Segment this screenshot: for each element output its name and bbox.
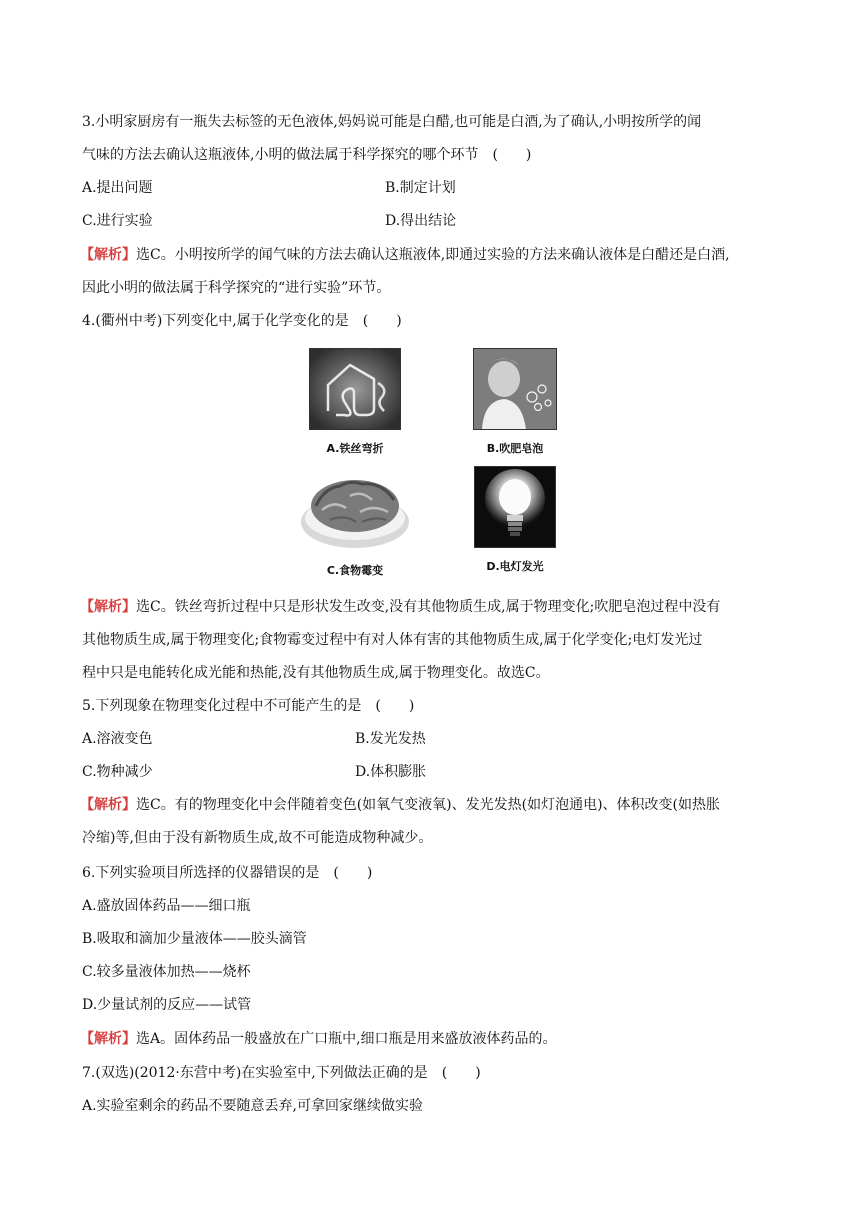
q6-option-b: B.吸取和滴加少量液体——胶头滴管: [82, 931, 307, 947]
light-bulb-image: [474, 466, 556, 548]
q7-option-a: A.实验室剩余的药品不要随意丢弃,可拿回家继续做实验: [82, 1098, 424, 1114]
q6-analysis-line1: [80, 1029, 780, 1049]
analysis-tag: 【解析】: [80, 797, 136, 813]
q4-caption-b: B.吹肥皂泡: [486, 442, 544, 455]
q4-figure-b: [460, 348, 570, 456]
q5-stem: 5.下列现象在物理变化过程中不可能产生的是 ( ): [82, 698, 415, 714]
q5-analysis-line2: 冷缩)等,但由于没有新物质生成,故不可能造成物种减少。: [82, 830, 433, 846]
q6-option-d: D.少量试剂的反应——试管: [82, 997, 252, 1013]
q3-analysis-line2: 因此小明的做法属于科学探究的“进行实验”环节。: [82, 280, 391, 296]
q5-option-b: B.发光发热: [355, 731, 426, 747]
q3-analysis-text: 选C。小明按所学的闻气味的方法去确认这瓶液体,即通过实验的方法来确认液体是白醋还是白酒,: [136, 247, 730, 263]
q6-analysis-text: 选A。固体药品一般盛放在广口瓶中,细口瓶是用来盛放液体药品的。: [136, 1031, 557, 1047]
q3-analysis-line1: [80, 245, 780, 265]
analysis-tag: 【解析】: [80, 1031, 136, 1047]
soap-bubble-image: [473, 348, 557, 430]
q4-analysis-text: 选C。铁丝弯折过程中只是形状发生改变,没有其他物质生成,属于物理变化;吹肥皂泡过程中没有: [136, 599, 721, 615]
q3-option-b: B.制定计划: [385, 180, 456, 196]
q5-option-a: A.溶液变色: [82, 731, 153, 747]
q6-option-a: A.盛放固体药品——细口瓶: [82, 898, 251, 914]
q3-option-d: D.得出结论: [385, 213, 457, 229]
q5-analysis-text: 选C。有的物理变化中会伴随着变色(如氧气变液氧)、发光发热(如灯泡通电)、体积改变(如热胀: [136, 797, 721, 813]
q6-option-c: C.较多量液体加热——烧杯: [82, 964, 251, 980]
moldy-food-image: [300, 470, 410, 552]
q5-option-c: C.物种减少: [82, 764, 153, 780]
q3-option-c: C.进行实验: [82, 213, 153, 229]
q4-figure-d: [460, 466, 570, 574]
bent-wire-image: [309, 348, 401, 430]
q5-analysis-line1: [80, 795, 780, 815]
q4-analysis-line1: [80, 597, 780, 617]
analysis-tag: 【解析】: [80, 247, 136, 263]
q4-analysis-line3: 程中只是电能转化成光能和热能,没有其他物质生成,属于物理变化。故选C。: [82, 665, 550, 681]
q3-option-a: A.提出问题: [82, 180, 153, 196]
q6-stem: 6.下列实验项目所选择的仪器错误的是 ( ): [82, 865, 373, 881]
q4-analysis-line2: 其他物质生成,属于物理变化;食物霉变过程中有对人体有害的其他物质生成,属于化学变化;电灯发光过: [82, 632, 703, 648]
q4-figure-c: [300, 470, 410, 578]
q4-caption-d: D.电灯发光: [486, 560, 544, 573]
q4-stem: 4.(衢州中考)下列变化中,属于化学变化的是 ( ): [82, 313, 402, 329]
q5-option-d: D.体积膨胀: [355, 764, 427, 780]
q3-stem-line2: 气味的方法去确认这瓶液体,小明的做法属于科学探究的哪个环节 ( ): [82, 147, 532, 163]
q3-stem-line1: 3.小明家厨房有一瓶失去标签的无色液体,妈妈说可能是白醋,也可能是白酒,为了确认,小明按所学的闻: [82, 114, 702, 130]
q4-caption-a: A.铁丝弯折: [326, 442, 384, 455]
q4-figure-a: [300, 348, 410, 456]
q7-stem: 7.(双选)(2012·东营中考)在实验室中,下列做法正确的是 ( ): [82, 1065, 481, 1081]
analysis-tag: 【解析】: [80, 599, 136, 615]
q4-caption-c: C.食物霉变: [326, 564, 384, 577]
